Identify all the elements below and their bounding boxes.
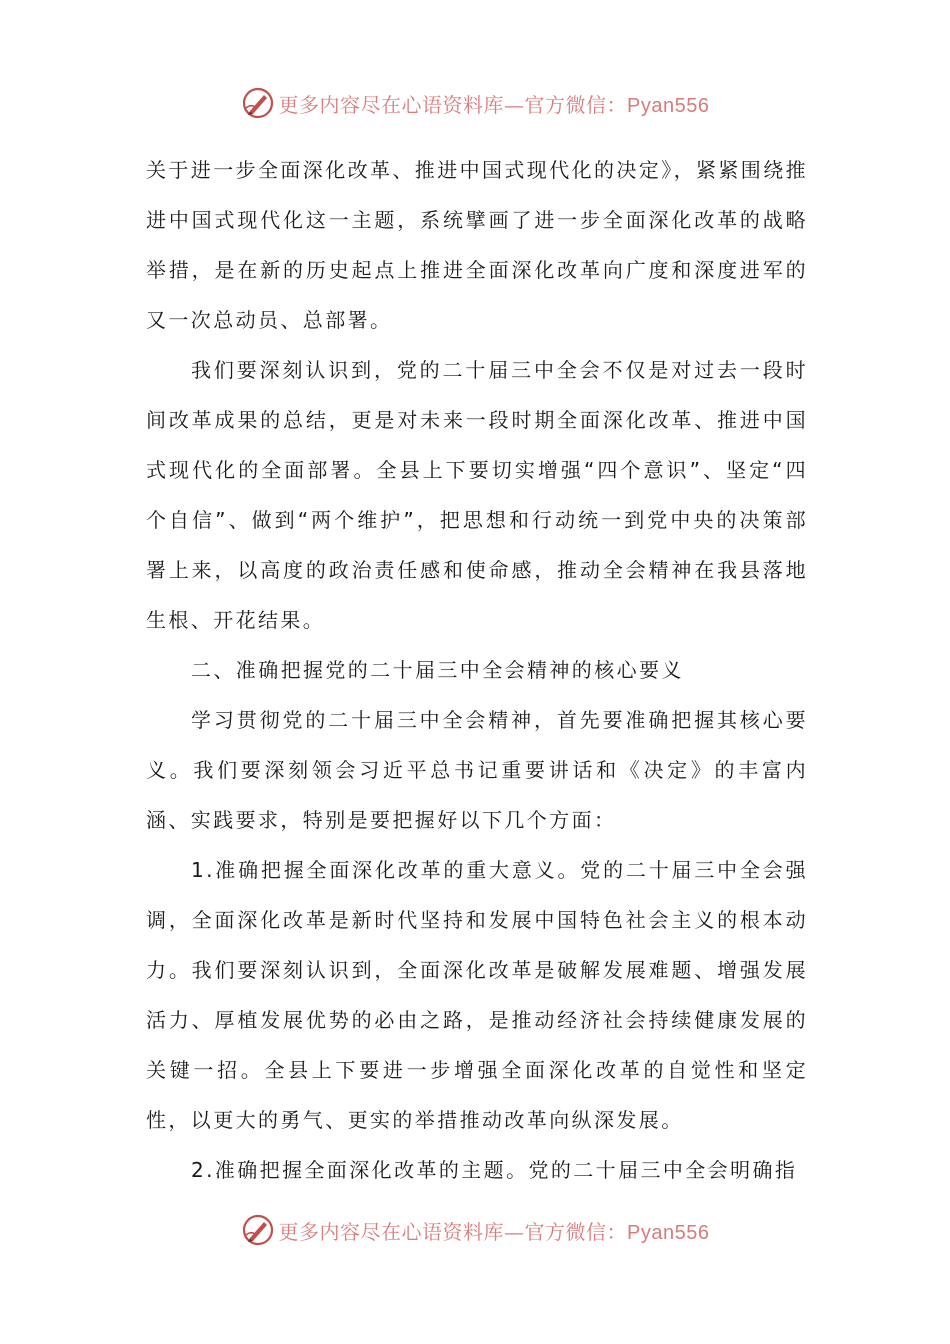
paragraph: 我们要深刻认识到，党的二十届三中全会不仅是对过去一段时间改革成果的总结，更是对未来一段时期全面深化改革、推进中国式现代化的全面部署。全县上下要切实增强“四个意识”、坚定“四个自信”、做到“两个维护”，把思想和行动统一到党中央的决策部署上来，以高度的政治责任感和使命感，推动全会精神在我县落地生根、开花结果。 <box>146 358 808 632</box>
footer-watermark-banner <box>0 1205 950 1255</box>
watermark-text: 更多内容尽在心语资料库—官方微信：Pyan556 <box>278 1219 710 1244</box>
section-heading: 二、准确把握党的二十届三中全会精神的核心要义 <box>191 658 684 682</box>
paragraph: 学习贯彻党的二十届三中全会精神，首先要准确把握其核心要义。我们要深刻领会习近平总书记重要讲话和《决定》的丰富内涵、实践要求，特别是要把握好以下几个方面： <box>146 708 808 832</box>
pen-logo-icon <box>241 1213 275 1247</box>
numbered-paragraph: 2.准确把握全面深化改革的主题。党的二十届三中全会明确指 <box>191 1158 798 1182</box>
header-watermark-banner <box>0 78 950 128</box>
paragraph: 关于进一步全面深化改革、推进中国式现代化的决定》，紧紧围绕推进中国式现代化这一主题，系统擘画了进一步全面深化改革的战略举措，是在新的历史起点上推进全面深化改革向广度和深度进军的又一次总动员、总部署。 <box>146 158 808 332</box>
pen-logo-icon <box>241 86 275 120</box>
watermark-text: 更多内容尽在心语资料库—官方微信：Pyan556 <box>278 92 710 117</box>
numbered-paragraph: 1.准确把握全面深化改革的重大意义。党的二十届三中全会强调，全面深化改革是新时代坚持和发展中国特色社会主义的根本动力。我们要深刻认识到，全面深化改革是破解发展难题、增强发展活力、厚植发展优势的必由之路，是推动经济社会持续健康发展的关键一招。全县上下要进一步增强全面深化改革的自觉性和坚定性，以更大的勇气、更实的举措推动改革向纵深发展。 <box>146 858 808 1132</box>
document-body <box>146 145 808 1195</box>
